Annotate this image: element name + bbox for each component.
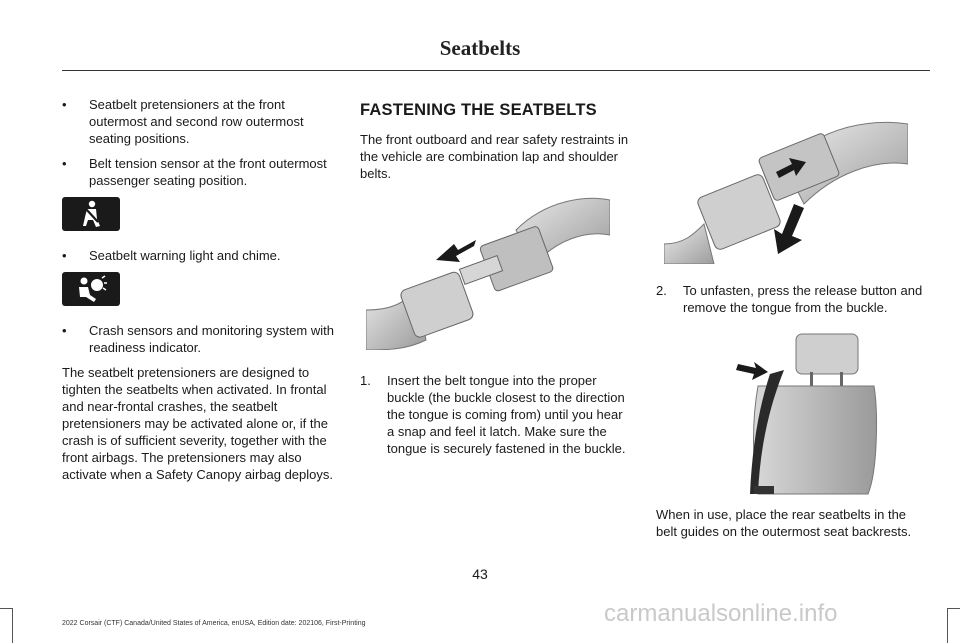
list-item [62, 96, 336, 147]
seatbelt-warning-icon [62, 197, 120, 231]
bullet-mark: • [62, 248, 67, 263]
numbered-item [360, 372, 632, 457]
crop-mark [12, 608, 13, 643]
bullet-text: Seatbelt warning light and chime. [89, 248, 281, 263]
step-text: Insert the belt tongue into the proper buckle (the buckle closest to the direction the tongue is coming from) until you hear a snap and feel it latch. Make sure the tongue is securely fastened in the buckle. [387, 373, 626, 456]
step-1 [360, 372, 632, 457]
closing-note [656, 506, 930, 540]
seat-belt-guide-illustration [728, 330, 884, 498]
page-number: 43 [472, 566, 488, 582]
step-text: To unfasten, press the release button and remove the tongue from the buckle. [683, 283, 923, 315]
watermark-text: carmanualsonline.info [604, 600, 838, 627]
header-rule [62, 70, 930, 71]
crop-mark [947, 608, 948, 643]
numbered-item [656, 282, 930, 316]
step-2 [656, 282, 930, 316]
list-item [62, 247, 336, 264]
bullet-text: Belt tension sensor at the front outermost passenger seating position. [89, 156, 327, 188]
column-left [62, 96, 336, 483]
list-item [62, 155, 336, 189]
body-paragraph: The seatbelt pretensioners are designed to tighten the seatbelts when activated. In frontal and near-frontal crashes, the seatbelt pretensioners may be activated alone or, if the crash is of sufficient severity, together with the front airbags. The pretensioners may also activate when a Safety Canopy airbag deploys. [62, 365, 334, 482]
bullet-mark: • [62, 323, 67, 338]
page-header-title: Seatbelts [439, 36, 521, 60]
buckle-insert-illustration [366, 190, 610, 350]
bullet-mark: • [62, 156, 67, 171]
section-heading: FASTENING THE SEATBELTS [360, 101, 597, 119]
closing-paragraph: When in use, place the rear seatbelts in the belt guides on the outermost seat backrests. [656, 507, 912, 539]
step-number: 1. [360, 373, 371, 388]
airbag-readiness-icon [62, 272, 120, 306]
crop-mark [0, 608, 12, 609]
step-number: 2. [656, 283, 667, 298]
crop-mark [948, 608, 960, 609]
buckle-release-illustration [664, 104, 908, 264]
list-item [62, 322, 336, 356]
footer-edition: 2022 Corsair (CTF) Canada/United States of America, enUSA, Edition date: 202106, First-Printing [62, 620, 366, 627]
bullet-mark: • [62, 97, 67, 112]
intro-paragraph: The front outboard and rear safety restraints in the vehicle are combination lap and shoulder belts. [360, 132, 629, 181]
bullet-text: Seatbelt pretensioners at the front outermost and second row outermost seating positions. [89, 97, 304, 146]
bullet-text: Crash sensors and monitoring system with readiness indicator. [89, 323, 334, 355]
column-middle [360, 96, 632, 182]
